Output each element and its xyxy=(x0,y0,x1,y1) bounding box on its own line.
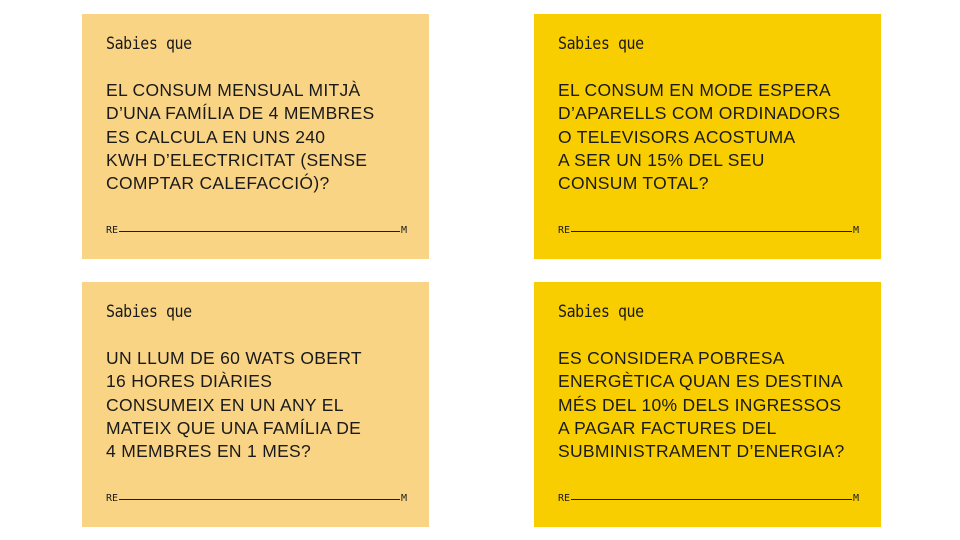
card-footer xyxy=(558,225,859,237)
fact-card-4 xyxy=(534,282,881,527)
fact-card-1 xyxy=(82,14,429,259)
footer-logo-left: RE xyxy=(106,225,119,236)
card-heading: Sabies que xyxy=(558,302,644,322)
card-fact-text: EL CONSUM MENSUAL MITJÀ D’UNA FAMÍLIA DE 4 MEMBRES ES CALCULA EN UNS 240 KWH D’ELECTRICITAT (SENSE COMPTAR CALEFACCIÓ)? xyxy=(106,80,375,194)
footer-logo-right: M xyxy=(400,225,407,236)
card-heading: Sabies que xyxy=(106,302,192,322)
footer-logo-right: M xyxy=(852,225,859,236)
footer-divider-line xyxy=(571,499,852,500)
footer-divider-line xyxy=(571,231,852,232)
fact-card-2 xyxy=(534,14,881,259)
footer-divider-line xyxy=(119,499,400,500)
card-fact-text: UN LLUM DE 60 WATS OBERT 16 HORES DIÀRIES CONSUMEIX EN UN ANY EL MATEIX QUE UNA FAMÍLIA DE 4 MEMBRES EN 1 MES? xyxy=(106,348,362,462)
card-fact-text: EL CONSUM EN MODE ESPERA D’APARELLS COM ORDINADORS O TELEVISORS ACOSTUMA A SER UN 15% DEL SEU CONSUM TOTAL? xyxy=(558,80,841,194)
card-footer xyxy=(558,493,859,505)
card-footer xyxy=(106,493,407,505)
footer-divider-line xyxy=(119,231,400,232)
fact-card-3 xyxy=(82,282,429,527)
card-heading: Sabies que xyxy=(558,34,644,54)
card-heading: Sabies que xyxy=(106,34,192,54)
card-footer xyxy=(106,225,407,237)
card-fact-text: ES CONSIDERA POBRESA ENERGÈTICA QUAN ES DESTINA MÉS DEL 10% DELS INGRESSOS A PAGAR FACTURES DEL SUBMINISTRAMENT D’ENERGIA? xyxy=(558,348,845,462)
footer-logo-left: RE xyxy=(558,493,571,504)
footer-logo-right: M xyxy=(852,493,859,504)
footer-logo-right: M xyxy=(400,493,407,504)
footer-logo-left: RE xyxy=(106,493,119,504)
footer-logo-left: RE xyxy=(558,225,571,236)
